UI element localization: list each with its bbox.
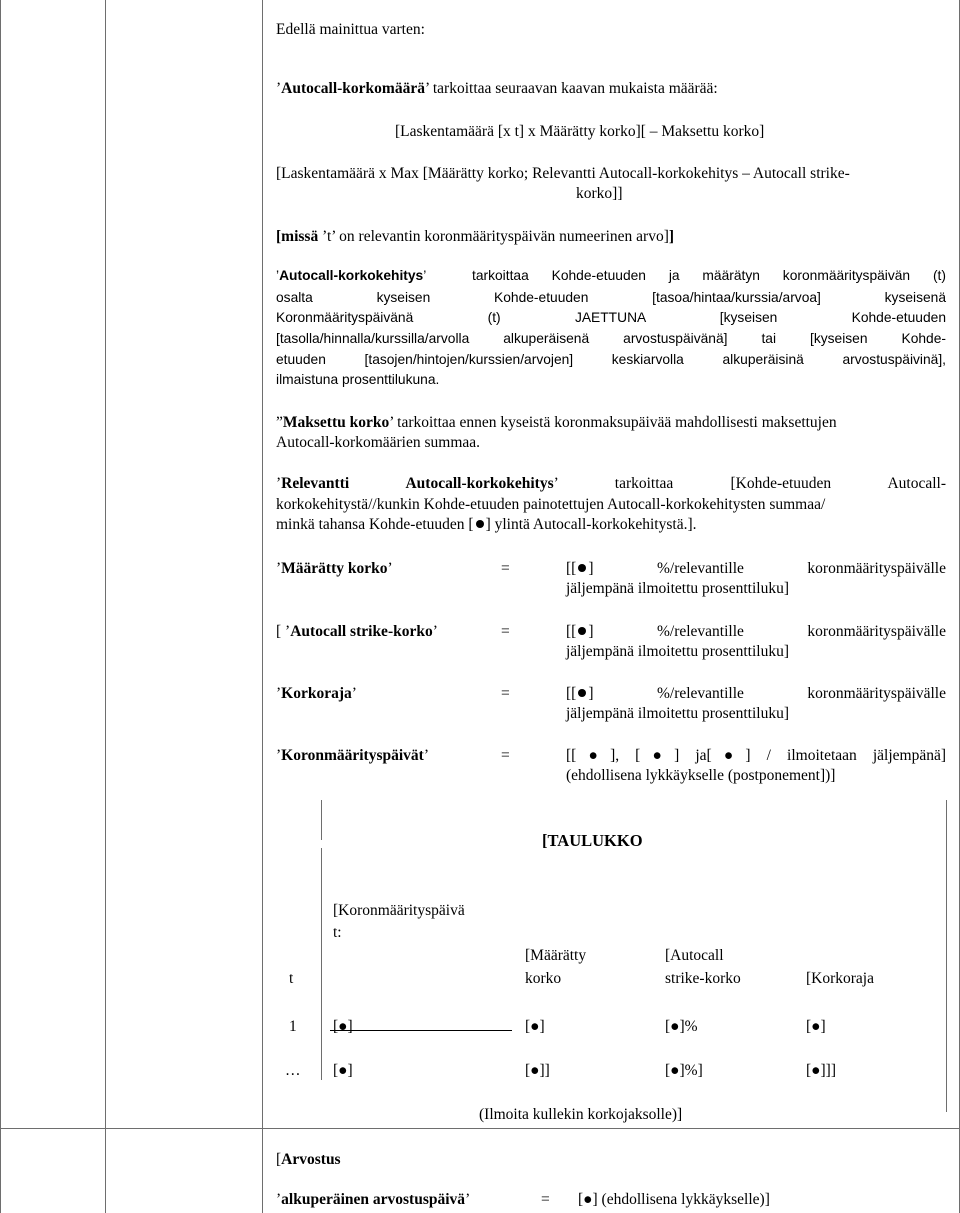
definition-term-0: ’Määrätty korko’ xyxy=(276,560,393,577)
definition-value-2-line-2: jäljempänä ilmoitettu prosenttiluku] xyxy=(566,705,789,722)
table-row-2-rate: [●]] xyxy=(525,1062,550,1079)
table-border-column-1 xyxy=(105,0,106,1213)
dates-value-line-1: [[●], [●] ja[●] / ilmoitetaan jäljempänä] xyxy=(566,747,946,764)
table-header-cap: [Korkoraja xyxy=(806,970,874,987)
definition-value-1-line-1: [[ ] %/relevantille koronmäärityspäivälle xyxy=(566,623,946,640)
performance-term: Autocall-korkokehitys xyxy=(279,268,424,283)
performance-term-line: ’Autocall-korkokehitys’ tarkoittaa Kohde-etuuden ja määrätyn koronmäärityspäivän (t) xyxy=(276,266,946,286)
table-header-rate-2: korko xyxy=(525,970,562,987)
definition-eq-2: = xyxy=(501,685,510,702)
valuation-value: [●] (ehdollisena lykkäykselle)] xyxy=(578,1191,770,1208)
table-row-1-date: [●] xyxy=(333,1018,353,1035)
table-border-column-2 xyxy=(262,0,263,1213)
intro-text: Edellä mainittua varten: xyxy=(276,21,425,38)
table-row-1-strike: [●]% xyxy=(665,1018,698,1035)
table-row-2-strike: [●]%] xyxy=(665,1062,703,1079)
performance-line-4: [tasolla/hinnalla/kurssilla/arvolla alkuperäisenä arvostuspäivänä] tai [kyseisen Kohde- xyxy=(276,331,946,346)
definition-term-1: [ ’Autocall strike-korko’ xyxy=(276,623,438,640)
table-row-2-date: [●] xyxy=(333,1062,353,1079)
definition-term-2: ’Korkoraja’ xyxy=(276,685,357,702)
relevant-line-1: ’Relevantti Autocall-korkokehitys’ tarkoittaa [Kohde-etuuden Autocall- xyxy=(276,475,947,492)
autocall-rate-definition: ’Autocall-korkomäärä’ tarkoittaa seuraavan kaavan mukaista määrää: xyxy=(276,80,718,97)
table-header-strike-1: [Autocall xyxy=(665,947,724,964)
valuation-eq: = xyxy=(541,1191,550,1208)
performance-line-2: osalta kyseisen Kohde-etuuden [tasoa/hintaa/kurssia/arvoa] kyseisenä xyxy=(276,290,946,305)
definition-value-0-line-2: jäljempänä ilmoitettu prosenttiluku] xyxy=(566,580,789,597)
table-row-1-cap: [●] xyxy=(806,1018,826,1035)
definition-eq-0: = xyxy=(501,560,510,577)
definition-value-0-line-1: [[ ] %/relevantille koronmäärityspäivälle xyxy=(566,560,946,577)
table-border-left xyxy=(0,0,1,1213)
bullet-icon xyxy=(578,689,586,697)
inner-table-date-column-border xyxy=(321,848,322,1080)
table-header-date-1: [Koronmäärityspäivä xyxy=(333,902,465,919)
table-row-2-t: … xyxy=(285,1062,301,1079)
definition-value-2-line-1: [[ ] %/relevantille koronmäärityspäivälle xyxy=(566,685,946,702)
where-prefix: [missä xyxy=(276,228,319,245)
table-header-rate-1: [Määrätty xyxy=(525,947,587,964)
bullet-icon xyxy=(476,520,484,528)
formula-2-line-1: [Laskentamäärä x Max [Määrätty korko; Relevantti Autocall-korkokehitys – Autocall strike- xyxy=(276,165,850,182)
performance-line-6: ilmaistuna prosenttilukuna. xyxy=(276,372,440,387)
table-header-strike-2: strike-korko xyxy=(665,970,741,987)
autocall-rate-term: Autocall-korkomäärä xyxy=(281,80,425,97)
relevant-line-3: minkä tahansa Kohde-etuuden [ ] ylintä Autocall-korkokehitystä.]. xyxy=(276,516,697,533)
performance-line-5: etuuden [tasojen/hintojen/kurssien/arvojen] keskiarvolla alkuperäisinä arvostuspäivinä], xyxy=(276,352,946,367)
dates-term: ’Koronmäärityspäivät’ xyxy=(276,747,429,764)
paid-interest-line-2: Autocall-korkomäärien summaa. xyxy=(276,434,481,451)
table-row-divider xyxy=(0,1128,960,1129)
dates-eq: = xyxy=(501,747,510,764)
table-footnote: (Ilmoita kullekin korkojaksolle)] xyxy=(479,1106,683,1123)
inner-table-right-border xyxy=(946,800,947,1112)
paid-interest-line-1: ”Maksettu korko’ tarkoittaa ennen kyseistä koronmaksupäivää mahdollisesti maksettujen xyxy=(276,414,837,431)
formula-2-line-2: korko]] xyxy=(576,185,623,202)
table-row-2-cap: [●]]] xyxy=(806,1062,837,1079)
table-header-date-2: t: xyxy=(333,924,342,941)
autocall-rate-text: tarkoittaa seuraavan kaavan mukaista määrää: xyxy=(432,80,718,97)
performance-line-3: Koronmäärityspäivänä (t) JAETTUNA [kyseisen Kohde-etuuden xyxy=(276,310,946,325)
inner-table-row-underline xyxy=(330,1030,512,1031)
valuation-heading: [Arvostus xyxy=(276,1151,341,1168)
bullet-icon xyxy=(578,564,586,572)
valuation-term: ’alkuperäinen arvostuspäivä’ xyxy=(276,1191,471,1208)
table-title: [TAULUKKO xyxy=(542,831,643,850)
formula-1: [Laskentamäärä [x t] x Määrätty korko][ – Maksettu korko] xyxy=(395,123,765,140)
relevant-line-2: korkokehitystä//kunkin Kohde-etuuden painotettujen Autocall-korkokehitysten summaa/ xyxy=(276,496,826,513)
bullet-icon xyxy=(578,627,586,635)
table-header-t: t xyxy=(289,970,294,987)
table-row-1-rate: [●] xyxy=(525,1018,545,1035)
dates-value-line-2: (ehdollisena lykkäykselle (postponement])] xyxy=(566,767,836,784)
definition-eq-1: = xyxy=(501,623,510,640)
definition-value-1-line-2: jäljempänä ilmoitettu prosenttiluku] xyxy=(566,643,789,660)
paid-term: Maksettu korko xyxy=(282,414,390,431)
performance-line-1: tarkoittaa Kohde-etuuden ja määrätyn koronmäärityspäivän (t) xyxy=(472,268,946,283)
table-row-1-t: 1 xyxy=(289,1018,297,1035)
where-clause: [missä ’t’ on relevantin koronmäärityspäivän numeerinen arvo]] xyxy=(276,228,675,245)
inner-table-left-border-top xyxy=(321,800,322,840)
